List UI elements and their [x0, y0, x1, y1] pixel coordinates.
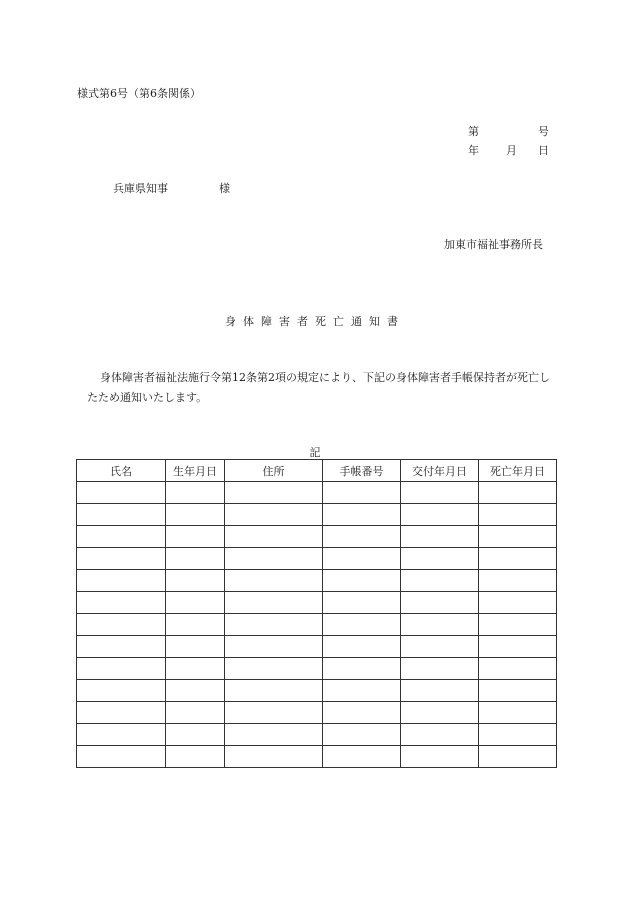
- table-cell: [323, 570, 401, 592]
- table-row: [77, 658, 557, 680]
- table-row: [77, 614, 557, 636]
- table-cell: [479, 702, 557, 724]
- table-cell: [401, 526, 479, 548]
- sender-name: 加東市福祉事務所長: [444, 238, 543, 251]
- body-paragraph: 身体障害者福祉法施行令第12条第2項の規定により、下記の身体障害者手帳保持者が死亡したため通知いたします。: [87, 371, 550, 404]
- table-cell: [401, 636, 479, 658]
- table-row: [77, 482, 557, 504]
- table-cell: [323, 724, 401, 746]
- table-cell: [323, 680, 401, 702]
- record-table: [76, 459, 557, 768]
- table-cell: [225, 570, 323, 592]
- table-cell: [225, 702, 323, 724]
- table-row: [77, 548, 557, 570]
- table-cell: [479, 636, 557, 658]
- table-cell: [401, 482, 479, 504]
- table-cell: [401, 658, 479, 680]
- table-cell: [323, 614, 401, 636]
- table-cell: [323, 746, 401, 768]
- table-cell: [401, 746, 479, 768]
- table-cell: [225, 746, 323, 768]
- table-cell: [225, 724, 323, 746]
- table-row: [77, 592, 557, 614]
- header-handbook-number: 手帳番号: [323, 460, 401, 482]
- table-cell: [225, 614, 323, 636]
- table-cell: [479, 746, 557, 768]
- table-row: [77, 702, 557, 724]
- issue-number-suffix: 号: [538, 125, 549, 138]
- table-cell: [323, 526, 401, 548]
- table-cell: [323, 482, 401, 504]
- table-cell: [401, 724, 479, 746]
- table-cell: [323, 592, 401, 614]
- table-cell: [166, 504, 225, 526]
- table-cell: [77, 482, 166, 504]
- table-cell: [225, 504, 323, 526]
- table-cell: [479, 482, 557, 504]
- table-row: [77, 636, 557, 658]
- table-cell: [166, 680, 225, 702]
- table-header-row: [77, 460, 557, 482]
- table-cell: [77, 658, 166, 680]
- recipient-honorific: 様: [219, 182, 230, 195]
- table-cell: [479, 724, 557, 746]
- table-cell: [323, 658, 401, 680]
- table-cell: [323, 504, 401, 526]
- issue-number-label: 第: [468, 125, 479, 138]
- table-cell: [166, 658, 225, 680]
- table-body: [77, 482, 557, 768]
- table-row: [77, 504, 557, 526]
- table-cell: [77, 680, 166, 702]
- table-cell: [77, 570, 166, 592]
- document-title: 身体障害者死亡通知書: [225, 315, 405, 328]
- table-cell: [401, 548, 479, 570]
- form-number: 様式第6号（第6条関係）: [77, 87, 201, 100]
- table-cell: [479, 592, 557, 614]
- ki-label: 記: [309, 446, 321, 459]
- table-cell: [77, 636, 166, 658]
- table-cell: [77, 504, 166, 526]
- table-cell: [166, 746, 225, 768]
- table-row: [77, 680, 557, 702]
- header-death-date: 死亡年月日: [479, 460, 557, 482]
- table-cell: [401, 702, 479, 724]
- table-cell: [401, 570, 479, 592]
- table-cell: [225, 526, 323, 548]
- header-address: 住所: [225, 460, 323, 482]
- table-cell: [225, 548, 323, 570]
- table-cell: [166, 614, 225, 636]
- table-cell: [225, 482, 323, 504]
- date-year-label: 年: [468, 144, 479, 157]
- recipient-name: 兵庫県知事: [113, 182, 168, 195]
- table-cell: [225, 680, 323, 702]
- table-row: [77, 526, 557, 548]
- table-cell: [479, 504, 557, 526]
- table-cell: [166, 570, 225, 592]
- table-cell: [479, 614, 557, 636]
- table-cell: [166, 526, 225, 548]
- table-cell: [479, 570, 557, 592]
- date-month-label: 月: [506, 144, 517, 157]
- table-cell: [323, 702, 401, 724]
- table-cell: [166, 702, 225, 724]
- table-cell: [166, 724, 225, 746]
- table-cell: [401, 680, 479, 702]
- table-cell: [479, 526, 557, 548]
- table-cell: [77, 702, 166, 724]
- date-day-label: 日: [538, 144, 549, 157]
- table-row: [77, 570, 557, 592]
- table-row: [77, 724, 557, 746]
- table-cell: [225, 658, 323, 680]
- table-row: [77, 746, 557, 768]
- table-cell: [77, 592, 166, 614]
- table-cell: [225, 592, 323, 614]
- table-cell: [401, 504, 479, 526]
- table-cell: [77, 614, 166, 636]
- table-cell: [323, 548, 401, 570]
- table-cell: [77, 724, 166, 746]
- table-cell: [166, 636, 225, 658]
- table-cell: [401, 614, 479, 636]
- table-cell: [77, 526, 166, 548]
- table-cell: [166, 548, 225, 570]
- table-cell: [479, 658, 557, 680]
- table-cell: [225, 636, 323, 658]
- table-cell: [77, 548, 166, 570]
- table-cell: [479, 548, 557, 570]
- header-name: 氏名: [77, 460, 166, 482]
- table-cell: [479, 680, 557, 702]
- table-cell: [166, 592, 225, 614]
- header-issue-date: 交付年月日: [401, 460, 479, 482]
- table-cell: [323, 636, 401, 658]
- header-birthdate: 生年月日: [166, 460, 225, 482]
- table-cell: [401, 592, 479, 614]
- table-cell: [166, 482, 225, 504]
- table-cell: [77, 746, 166, 768]
